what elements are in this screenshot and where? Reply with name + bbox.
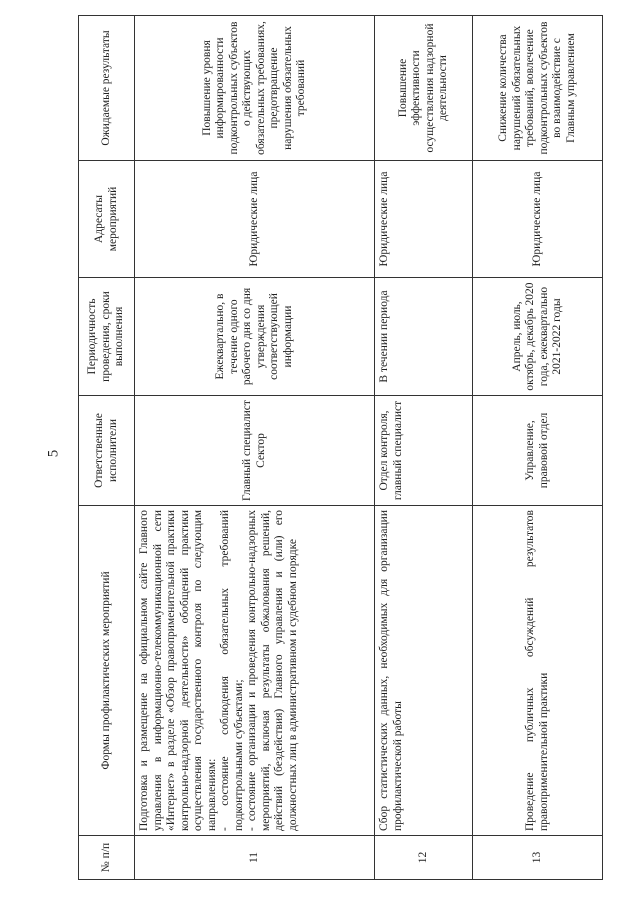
header-period: Периодичность проведения, сроки выполнения (79, 278, 135, 396)
header-num: № п/п (79, 836, 135, 880)
row-addressees: Юридические лица (375, 161, 473, 278)
events-table (78, 15, 603, 880)
row-num: 12 (375, 836, 473, 880)
row-num: 13 (473, 836, 603, 880)
row-period: Ежеквартально, в течение одного рабочего дня со дня утверждения соответствующей информации (135, 278, 375, 396)
header-results: Ожидаемые результаты (79, 16, 135, 161)
row-results: Повышение уровня информированности подконтрольных субъектов о действующих обязательных требованиях, предотвращение нарушения обязательных требований (135, 16, 375, 161)
row-addressees: Юридические лица (473, 161, 603, 278)
row-forms: Подготовка и размещение на официальном сайте Главного управления в информационно-телекоммуникационной сети «Интернет» в разделе «Обзор правоприменительной практики контрольно-надзорной деятельности» обобщений практики осуществления государственного контроля по следующим направлениям: - состояние соблюдения обязательных требований подконтрольными субъектами; - состояние организации и проведения контрольно-надзорных мероприятий, включая результаты обжалования решений, действий (бездействия) Главного управления и (или) его должностных лиц в административном и судебном порядке (135, 506, 375, 836)
row-executors: Главный специалист Сектор (135, 396, 375, 506)
header-forms: Формы профилактических мероприятий (79, 506, 135, 836)
header-addressees: Адресаты мероприятий (79, 161, 135, 278)
row-forms: Сбор статистических данных, необходимых для организации профилактической работы (375, 506, 473, 836)
table-row (473, 16, 603, 880)
row-executors: Отдел контроля, главный специалист (375, 396, 473, 506)
row-addressees: Юридические лица (135, 161, 375, 278)
row-period: В течении периода (375, 278, 473, 396)
row-num: 11 (135, 836, 375, 880)
table-row (135, 16, 375, 880)
row-period: Апрель, июль, октябрь, декабрь 2020 года, ежеквартально 2021-2022 годы (473, 278, 603, 396)
row-results: Снижение количества нарушений обязательных требований, вовлечение подконтрольных субъектов во взаимодействие с Главным управлением (473, 16, 603, 161)
row-results: Повышение эффективности осуществления надзорной деятельности (375, 16, 473, 161)
row-executors: Управление, правовой отдел (473, 396, 603, 506)
header-executors: Ответственные исполнители (79, 396, 135, 506)
table-header-row (79, 16, 135, 880)
rotated-page (78, 16, 604, 880)
row-forms: Проведение публичных обсуждений результатов правоприменительной практики (473, 506, 603, 836)
table-row (375, 16, 473, 880)
page-number: 5 (45, 449, 62, 458)
